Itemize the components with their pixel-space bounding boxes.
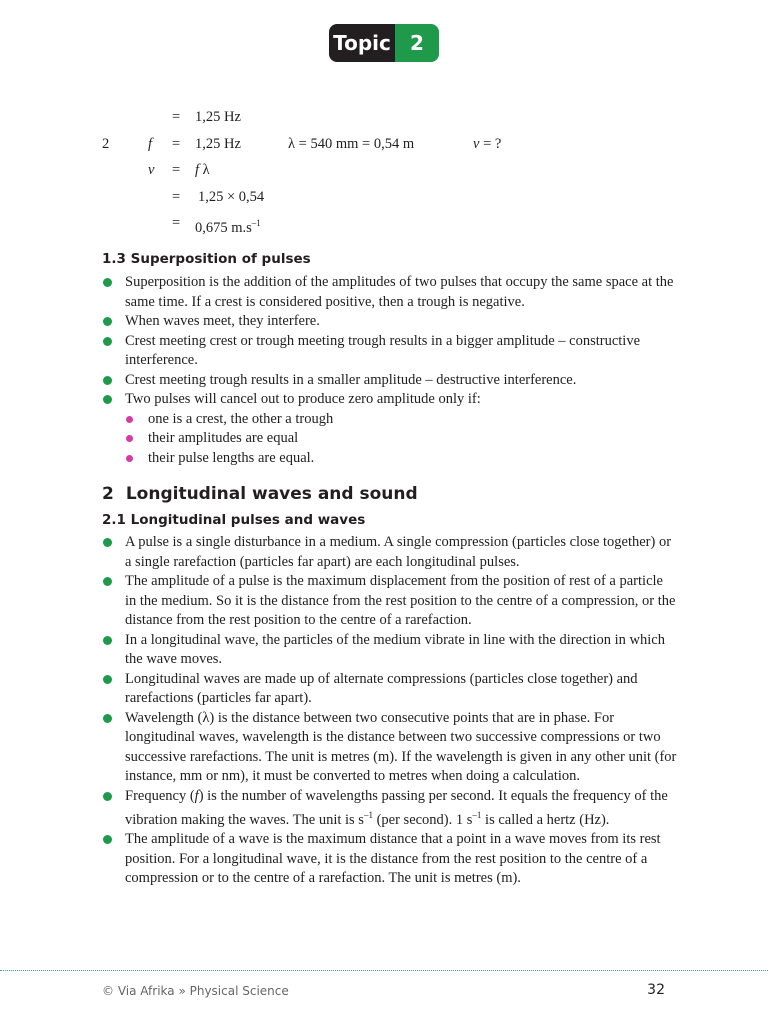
bullet-icon <box>103 792 112 801</box>
footer-publisher: © Via Afrika » Physical Science <box>102 984 289 998</box>
calc-val-4: 1,25 × 0,54 <box>198 189 265 205</box>
frequency-symbol: f <box>194 787 199 804</box>
bullet-icon <box>103 835 112 844</box>
bullet-text: Crest meeting trough results in a smaller amplitude – destructive interference. <box>125 371 577 388</box>
sub-bullet-icon <box>126 435 133 442</box>
bullet-text: A pulse is a single disturbance in a medium. A single compression (particles close together) or a single rarefaction (particles far apart) are each longitudinal pulses. <box>125 534 672 570</box>
bullet-icon <box>103 376 112 385</box>
list-item <box>102 572 677 631</box>
wave-eq-f: f <box>195 162 200 178</box>
chapter-number: 2 <box>102 484 114 504</box>
frequency-text-c: (per second). 1 s <box>372 811 473 828</box>
wave-eq-lambda: λ <box>199 162 210 178</box>
bullet-icon <box>103 317 112 326</box>
bullet-icon <box>103 714 112 723</box>
frequency-text <box>125 788 668 828</box>
calc-var-v: v <box>148 162 155 178</box>
bullet-text: When waves meet, they interfere. <box>125 313 320 329</box>
bullet-text: Wavelength (λ) is the distance between two consecutive points that are in phase. For longitudinal waves, wavelength is the distance between two successive compressions or two successive rarefactions. The unit is metres (m). If the wavelength is given in any other unit (for instance, mm or nm), it must be converted to metres when doing a calculation. <box>125 709 677 784</box>
bullet-icon <box>103 636 112 645</box>
per-second-exponent: –1 <box>363 810 373 820</box>
sub-list-item <box>125 429 677 449</box>
velocity-unknown <box>473 134 501 154</box>
calc-val-1: 1,25 Hz <box>195 109 241 125</box>
bullet-icon <box>103 577 112 586</box>
bullet-icon <box>103 278 112 287</box>
footer-divider <box>0 970 768 971</box>
list-item <box>102 709 677 787</box>
sub-bullet-icon <box>126 455 133 462</box>
calc-eq-1: = <box>172 109 181 125</box>
bullet-icon <box>103 675 112 684</box>
list-item <box>102 312 677 332</box>
list-item <box>102 273 677 312</box>
bullet-icon <box>103 538 112 547</box>
chapter-heading <box>102 484 418 504</box>
velocity-rest: = ? <box>479 136 502 152</box>
calc-result <box>195 213 261 238</box>
calc-eq-3: = <box>172 162 181 178</box>
longitudinal-list <box>102 533 677 889</box>
sub-bullet-icon <box>126 416 133 423</box>
bullet-text: The amplitude of a wave is the maximum distance that a point in a wave moves from its rest position. For a longitudinal wave, it is the distance from the rest position to the centre of a compression or to the centre of a rarefaction. The unit is metres (m). <box>125 831 661 887</box>
bullet-text: Longitudinal waves are made up of alternate compressions (particles close together) and rarefactions (particles far apart). <box>125 670 638 706</box>
chapter-title: Longitudinal waves and sound <box>125 484 418 504</box>
page-number: 32 <box>647 982 665 998</box>
wave-equation <box>195 160 210 180</box>
bullet-text: In a longitudinal wave, the particles of the medium vibrate in line with the direction in which the wave moves. <box>125 631 665 667</box>
frequency-text-d: is called a hertz (Hz). <box>481 811 610 828</box>
calc-result-exponent: –1 <box>251 218 261 228</box>
calc-eq-4: = <box>172 189 181 205</box>
list-item <box>102 830 677 889</box>
bullet-icon <box>103 337 112 346</box>
frequency-text-a: Frequency ( <box>125 787 195 804</box>
bullet-text: The amplitude of a pulse is the maximum displacement from the position of rest of a particle in the medium. So it is the distance from the rest position to the centre of a compression, or the distance from the rest position to the centre of a rarefaction. <box>125 573 676 628</box>
condition-sublist <box>125 410 677 469</box>
calc-eq-2: = <box>172 136 181 152</box>
sub-bullet-text: their pulse lengths are equal. <box>148 449 315 466</box>
sub-list-item <box>125 449 677 469</box>
list-item <box>102 631 677 670</box>
superposition-list <box>102 273 677 468</box>
list-item <box>102 371 677 391</box>
bullet-icon <box>103 395 112 404</box>
sub-bullet-text: one is a crest, the other a trough <box>148 410 334 427</box>
section-heading-superposition: 1.3 Superposition of pulses <box>102 251 311 267</box>
list-item <box>102 332 677 371</box>
topic-label: Topic <box>329 24 395 62</box>
bullet-text: Two pulses will cancel out to produce zero amplitude only if: <box>125 391 481 407</box>
topic-number: 2 <box>395 24 439 62</box>
list-item <box>102 390 677 468</box>
list-item <box>102 533 677 572</box>
bullet-text: Crest meeting crest or trough meeting trough results in a bigger amplitude – constructive interference. <box>125 332 641 368</box>
topic-badge <box>329 24 439 62</box>
section-heading-longitudinal: 2.1 Longitudinal pulses and waves <box>102 512 366 528</box>
calc-val-2: 1,25 Hz <box>195 136 241 152</box>
calc-result-value: 0,675 m.s <box>195 219 252 236</box>
hertz-exponent: –1 <box>472 810 482 820</box>
list-item <box>102 670 677 709</box>
wavelength-given: λ = 540 mm = 0,54 m <box>288 136 415 152</box>
sub-list-item <box>125 410 677 430</box>
calc-var-f: f <box>148 136 153 152</box>
frequency-text-b: ) is the number of wavelengths passing per second. It equals the frequency of the vibration making the waves. The unit is s <box>125 787 668 828</box>
question-number: 2 <box>102 136 110 152</box>
sub-bullet-text: their amplitudes are equal <box>148 430 299 446</box>
calc-eq-5: = <box>172 215 181 231</box>
velocity-var: v <box>473 136 480 152</box>
list-item <box>102 787 677 831</box>
bullet-text: Superposition is the addition of the amplitudes of two pulses that occupy the same space at the same time. If a crest is considered positive, then a trough is negative. <box>125 274 674 310</box>
